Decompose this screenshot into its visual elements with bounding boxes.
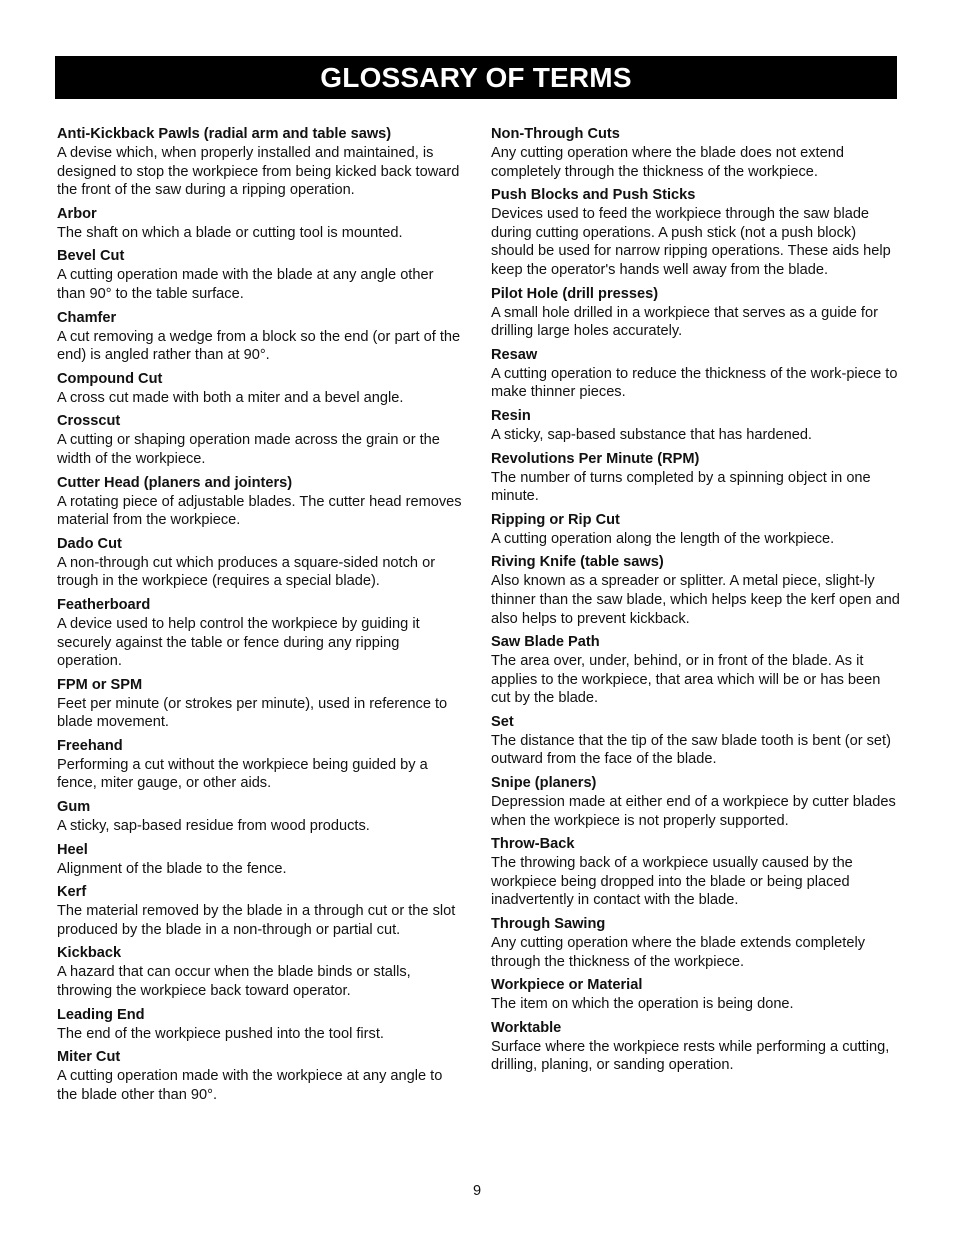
glossary-entry xyxy=(491,773,901,830)
glossary-definition: The material removed by the blade in a through cut or the slot produced by the blade in a non-through or partial cut. xyxy=(57,903,456,938)
glossary-definition: A cutting operation along the length of the workpiece. xyxy=(491,530,835,547)
glossary-term: Compound Cut xyxy=(57,370,163,387)
glossary-term: Riving Knife (table saws) xyxy=(491,554,664,571)
page-title: GLOSSARY OF TERMS xyxy=(320,61,632,93)
page-number: 9 xyxy=(472,1183,482,1199)
glossary-entry xyxy=(491,834,901,910)
glossary-term: Saw Blade Path xyxy=(491,634,600,651)
glossary-term: Pilot Hole (drill presses) xyxy=(491,285,659,302)
glossary-entry xyxy=(57,1005,465,1044)
glossary-entry xyxy=(57,369,465,408)
glossary-entry xyxy=(57,473,465,530)
glossary-definition: A non-through cut which produces a square-sided notch or trough in the workpiece (requires a special blade). xyxy=(57,554,436,590)
glossary-entry xyxy=(491,406,901,445)
glossary-definition: A cutting operation to reduce the thickness of the work-piece to make thinner pieces. xyxy=(491,365,898,401)
glossary-term: Leading End xyxy=(57,1006,145,1023)
glossary-term: Featherboard xyxy=(57,596,151,613)
glossary-term: Revolutions Per Minute (RPM) xyxy=(491,450,700,467)
glossary-entry xyxy=(57,797,465,836)
glossary-term: Worktable xyxy=(491,1019,562,1036)
glossary-entry xyxy=(57,308,465,365)
glossary-term: Cutter Head (planers and jointers) xyxy=(57,474,293,491)
glossary-definition: The shaft on which a blade or cutting tool is mounted. xyxy=(57,224,403,241)
glossary-definition: A devise which, when properly installed and maintained, is designed to stop the workpiece from being kicked back toward the front of the saw during a ripping operation. xyxy=(57,145,460,199)
glossary-term: FPM or SPM xyxy=(57,676,143,693)
glossary-entry xyxy=(57,124,465,200)
glossary-entry xyxy=(57,840,465,879)
glossary-entry xyxy=(57,411,465,468)
glossary-entry xyxy=(57,1047,465,1104)
glossary-definition: Also known as a spreader or splitter. A metal piece, slight-ly thinner than the saw blade, which helps keep the kerf open and also helps to prevent kickback. xyxy=(491,573,900,627)
glossary-term: Miter Cut xyxy=(57,1049,121,1066)
title-bar xyxy=(55,56,897,99)
glossary-term: Resin xyxy=(491,407,531,424)
glossary-definition: A device used to help control the workpiece by guiding it securely against the table or fence during any ripping operation. xyxy=(57,615,420,670)
glossary-term: Throw-Back xyxy=(491,836,575,853)
glossary-entry xyxy=(491,345,901,402)
glossary-entry xyxy=(491,1018,901,1075)
glossary-entry xyxy=(491,510,901,549)
glossary-definition: Surface where the workpiece rests while performing a cutting, drilling, planing, or sanding operation. xyxy=(491,1038,890,1074)
glossary-term: Gum xyxy=(57,799,91,816)
glossary-term: Dado Cut xyxy=(57,535,122,552)
glossary-entry xyxy=(491,185,901,279)
glossary-term: Push Blocks and Push Sticks xyxy=(491,187,696,204)
glossary-definition: Feet per minute (or strokes per minute), used in reference to blade movement. xyxy=(57,695,448,731)
glossary-definition: Performing a cut without the workpiece being guided by a fence, miter gauge, or other aids. xyxy=(57,756,428,792)
glossary-definition: A small hole drilled in a workpiece that serves as a guide for drilling large holes accurately. xyxy=(491,304,878,340)
glossary-definition: A sticky, sap-based residue from wood products. xyxy=(57,818,370,835)
glossary-term: Kerf xyxy=(57,884,87,901)
glossary-entry xyxy=(491,632,901,708)
glossary-term: Chamfer xyxy=(57,309,117,326)
glossary-entry xyxy=(57,246,465,303)
glossary-entry xyxy=(57,595,465,671)
glossary-term: Heel xyxy=(57,841,88,858)
glossary-term: Workpiece or Material xyxy=(491,977,643,994)
glossary-definition: A hazard that can occur when the blade binds or stalls, throwing the workpiece back toward operator. xyxy=(57,964,411,1000)
glossary-entry xyxy=(57,882,465,939)
glossary-term: Freehand xyxy=(57,737,123,754)
glossary-term: Resaw xyxy=(491,346,538,363)
glossary-term: Arbor xyxy=(57,205,97,222)
glossary-definition: A rotating piece of adjustable blades. The cutter head removes material from the workpiece. xyxy=(57,493,462,529)
glossary-definition: A sticky, sap-based substance that has hardened. xyxy=(491,426,812,443)
glossary-entry xyxy=(491,552,901,628)
glossary-entry xyxy=(57,534,465,591)
glossary-definition: Alignment of the blade to the fence. xyxy=(57,860,287,877)
glossary-term: Anti-Kickback Pawls (radial arm and table saws) xyxy=(57,126,392,142)
glossary-definition: Any cutting operation where the blade does not extend completely through the thickness of the workpiece. xyxy=(491,145,844,180)
glossary-definition: Devices used to feed the workpiece through the saw blade during cutting operations. A push stick (not a push block) should be used for narrow ripping operations. These aids help keep the operator's hands well away from the blade. xyxy=(491,206,891,278)
glossary-entry xyxy=(491,712,901,769)
glossary-definition: Depression made at either end of a workpiece by cutter blades when the workpiece is not properly supported. xyxy=(491,794,896,829)
glossary-term: Non-Through Cuts xyxy=(491,126,620,142)
glossary-definition: A cut removing a wedge from a block so the end (or part of the end) is angled rather than at 90°. xyxy=(57,328,461,364)
glossary-definition: The distance that the tip of the saw blade tooth is bent (or set) outward from the face of the blade. xyxy=(491,732,891,768)
glossary-definition: The number of turns completed by a spinning object in one minute. xyxy=(491,469,871,505)
glossary-term: Ripping or Rip Cut xyxy=(491,511,620,528)
glossary-definition: The throwing back of a workpiece usually caused by the workpiece being dropped into the blade or being placed inadvertently in contact with the blade. xyxy=(491,855,853,909)
glossary-entry xyxy=(57,204,465,243)
glossary-entry xyxy=(57,943,465,1000)
glossary-entry xyxy=(491,914,901,971)
glossary-definition: The end of the workpiece pushed into the tool first. xyxy=(57,1025,384,1042)
glossary-term: Bevel Cut xyxy=(57,248,125,265)
glossary-definition: A cutting or shaping operation made across the grain or the width of the workpiece. xyxy=(57,432,440,467)
glossary-entry xyxy=(491,449,901,506)
glossary-definition: A cutting operation made with the blade at any angle other than 90° to the table surface. xyxy=(57,267,434,302)
glossary-term: Set xyxy=(491,713,514,730)
glossary-right-column xyxy=(491,124,901,1079)
glossary-entry xyxy=(57,736,465,793)
glossary-left-column xyxy=(57,124,465,1108)
glossary-term: Snipe (planers) xyxy=(491,775,597,792)
glossary-term: Through Sawing xyxy=(491,916,606,933)
glossary-term: Crosscut xyxy=(57,413,121,430)
glossary-definition: The area over, under, behind, or in front of the blade. As it applies to the workpiece, that area which will be or has been cut by the blade. xyxy=(491,653,881,707)
glossary-definition: A cutting operation made with the workpiece at any angle to the blade other than 90°. xyxy=(57,1068,443,1103)
glossary-term: Kickback xyxy=(57,945,122,962)
glossary-definition: Any cutting operation where the blade extends completely through the thickness of the workpiece. xyxy=(491,935,865,970)
glossary-entry xyxy=(491,284,901,341)
glossary-entry xyxy=(491,124,901,181)
glossary-entry xyxy=(491,975,901,1014)
glossary-definition: A cross cut made with both a miter and a bevel angle. xyxy=(57,389,404,406)
glossary-entry xyxy=(57,675,465,732)
glossary-definition: The item on which the operation is being done. xyxy=(491,996,794,1013)
